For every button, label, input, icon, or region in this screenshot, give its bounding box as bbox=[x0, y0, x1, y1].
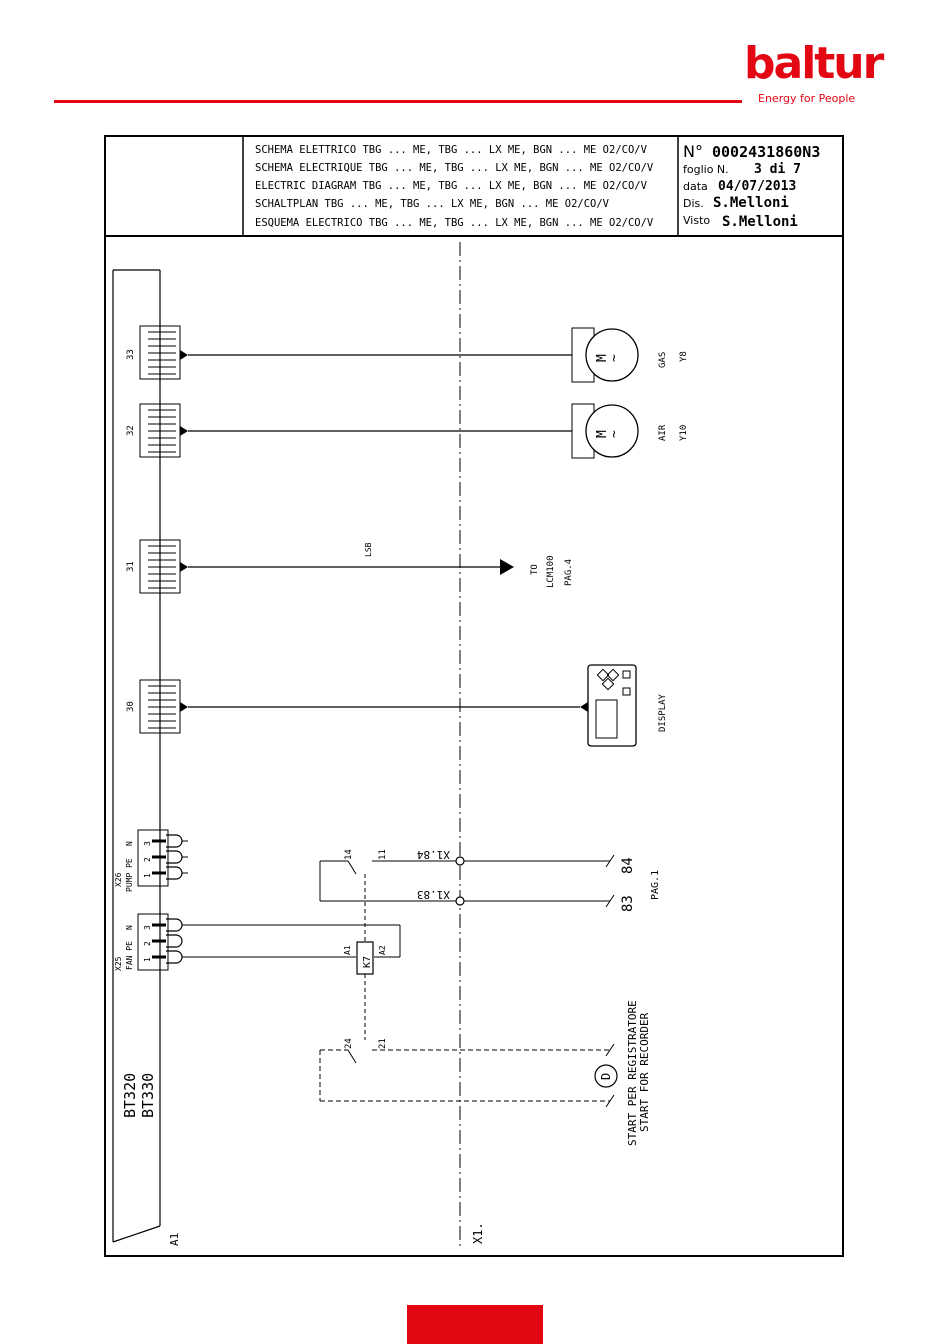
block-ref: X25 bbox=[114, 956, 123, 971]
terminal-node bbox=[456, 897, 464, 905]
target-label: Y8 bbox=[679, 351, 689, 362]
recorder-labels bbox=[344, 1000, 651, 1146]
pin-number: 1 bbox=[143, 873, 152, 878]
contact-terminal: 21 bbox=[378, 1038, 388, 1049]
pin-label: N bbox=[125, 925, 134, 930]
relay-ref: K7 bbox=[362, 955, 373, 968]
terminal-node bbox=[456, 857, 464, 865]
relay-k7 bbox=[343, 942, 387, 974]
connector-31 bbox=[126, 540, 574, 593]
sheet-number: 3 di 7 bbox=[754, 162, 801, 177]
servomotor-gas bbox=[572, 328, 689, 382]
page-ref: PAG.1 bbox=[650, 869, 661, 900]
pin-number: 3 bbox=[143, 925, 152, 930]
brand-tagline: Energy for People bbox=[758, 92, 856, 105]
drawing-number: 0002431860N3 bbox=[712, 143, 821, 161]
drawing-info bbox=[683, 142, 820, 230]
connector-id: 32 bbox=[126, 425, 136, 436]
output-number: 84 bbox=[620, 857, 636, 874]
pin-number: 1 bbox=[143, 957, 152, 962]
title-line: SCHEMA ELECTRIQUE TBG ... ME, TBG ... LX ME, BGN ... ME O2/CO/V bbox=[255, 162, 654, 174]
coil-terminal: A2 bbox=[378, 945, 387, 955]
target-label: AIR bbox=[658, 424, 668, 441]
connector-id: 33 bbox=[126, 349, 136, 360]
module-labels bbox=[121, 1073, 181, 1246]
motor-symbol: M bbox=[595, 430, 610, 438]
terminal-strip-ref: X1. bbox=[471, 1222, 485, 1244]
terminal-label: X1.84 bbox=[416, 848, 450, 861]
connector-32 bbox=[126, 404, 572, 457]
coil-terminal: A1 bbox=[343, 945, 352, 955]
checked-by: S.Melloni bbox=[722, 214, 798, 230]
pin-number: 3 bbox=[143, 841, 152, 846]
recorder-label: START FOR RECORDER bbox=[638, 1012, 651, 1132]
svg-text:~: ~ bbox=[607, 430, 622, 438]
module-model: BT320 bbox=[121, 1072, 139, 1118]
target-label: TO bbox=[530, 564, 540, 575]
recorder-label: START PER REGISTRATORE bbox=[626, 1000, 639, 1146]
contact-terminal: 14 bbox=[344, 849, 354, 860]
block-name: FAN PE bbox=[125, 941, 134, 970]
title-line: ESQUEMA ELECTRICO TBG ... ME, TBG ... LX ME, BGN ... ME O2/CO/V bbox=[255, 217, 654, 229]
connector-id: 30 bbox=[126, 701, 136, 712]
drawn-by: S.Melloni bbox=[713, 195, 789, 211]
pin-label: N bbox=[125, 841, 134, 846]
recorder-circuit bbox=[320, 1050, 610, 1101]
pin-number: 2 bbox=[143, 941, 152, 946]
module-ref: A1 bbox=[168, 1232, 181, 1246]
display-device bbox=[588, 665, 668, 746]
date-value: 04/07/2013 bbox=[718, 179, 797, 194]
svg-text:~: ~ bbox=[607, 354, 622, 362]
contact-terminal: 24 bbox=[344, 1038, 354, 1049]
output-number: 83 bbox=[620, 895, 636, 912]
date-label: data bbox=[683, 180, 708, 193]
title-lines bbox=[255, 144, 654, 229]
pin-number: 2 bbox=[143, 857, 152, 862]
drawing-number-label: N° bbox=[683, 142, 703, 161]
contact-terminal: 11 bbox=[378, 849, 388, 860]
aux-contact bbox=[348, 1044, 614, 1107]
sheet-frame bbox=[105, 136, 843, 1256]
motor-symbol: M bbox=[595, 354, 610, 362]
block-name: PUMP PE bbox=[125, 858, 134, 892]
wire-label: LSB bbox=[364, 542, 373, 557]
terminal-label: X1.83 bbox=[416, 888, 450, 901]
sheet-label: foglio N. bbox=[683, 163, 729, 176]
title-line: SCHEMA ELETTRICO TBG ... ME, TBG ... LX ME, BGN ... ME O2/CO/V bbox=[255, 144, 647, 156]
target-label: Y10 bbox=[679, 424, 689, 441]
target-label: GAS bbox=[658, 351, 668, 368]
checked-label: Visto bbox=[683, 214, 711, 227]
footer-page-tab bbox=[407, 1305, 543, 1344]
target-label: DISPLAY bbox=[658, 694, 668, 732]
relay-contact-labels bbox=[344, 848, 661, 912]
brand-wordmark: baltur bbox=[744, 38, 883, 89]
connector-30 bbox=[126, 680, 588, 733]
target-label: LCM100 bbox=[546, 555, 556, 588]
module-model: BT330 bbox=[139, 1072, 157, 1118]
connector-id: 31 bbox=[126, 561, 136, 572]
pump-connector-x26 bbox=[114, 830, 188, 892]
servomotor-air bbox=[572, 404, 689, 458]
title-line: SCHALTPLAN TBG ... ME, TBG ... LX ME, BGN ... ME O2/CO/V bbox=[255, 198, 610, 210]
drawn-label: Dis. bbox=[683, 197, 704, 210]
recorder-symbol-letter: D bbox=[599, 1072, 613, 1080]
target-label: PAG.4 bbox=[564, 558, 574, 586]
connector-33 bbox=[126, 326, 572, 379]
title-line: ELECTRIC DIAGRAM TBG ... ME, TBG ... LX ME, BGN ... ME O2/CO/V bbox=[255, 180, 647, 192]
block-ref: X26 bbox=[114, 872, 123, 887]
